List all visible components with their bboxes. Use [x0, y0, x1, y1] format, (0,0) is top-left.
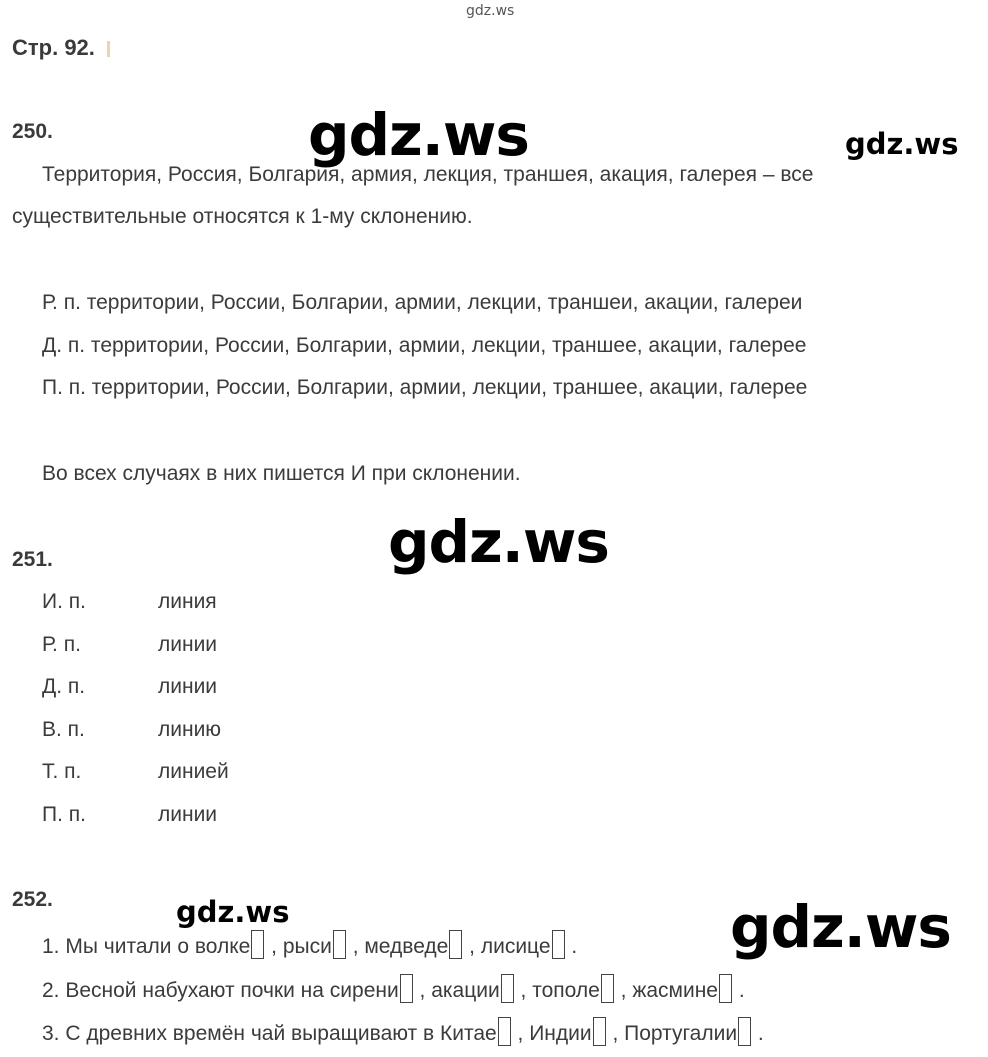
exercise-250-number: 250.: [12, 120, 53, 143]
case-label: Т. п.: [42, 760, 82, 783]
case-label: Д. п.: [42, 675, 86, 698]
exercise-250-line2: существительные относятся к 1-му склонению.: [12, 205, 473, 228]
sentence-text: .: [565, 935, 578, 958]
sentence-text: , лисице: [463, 935, 551, 958]
ending-box: [333, 930, 346, 959]
watermark-2: gdz.ws: [845, 127, 959, 161]
sentence-text: , медведе: [346, 935, 449, 958]
exercise-250-row-genitive: Р. п. территории, России, Болгарии, армии, лекции, траншеи, акации, галереи: [42, 291, 803, 314]
case-label: И. п.: [42, 590, 86, 613]
exercise-251-number: 251.: [12, 548, 53, 571]
ending-box: [501, 974, 514, 1003]
highlight-mark: [107, 41, 110, 57]
watermark-1: gdz.ws: [308, 101, 529, 169]
case-word: линии: [158, 675, 218, 698]
sentence-text: , жасмине: [614, 979, 718, 1002]
case-word: линии: [158, 633, 218, 656]
sentence-text: , Португалии: [606, 1022, 738, 1045]
watermark-5: gdz.ws: [730, 893, 951, 961]
exercise-252-number: 252.: [12, 888, 53, 911]
case-label: Р. п.: [42, 633, 81, 656]
sentence-text: 1. Мы читали о волке: [42, 935, 251, 958]
ending-box: [449, 930, 462, 959]
sentence-text: .: [733, 979, 745, 1002]
exercise-250-row-prepositional: П. п. территории, России, Болгарии, армии, лекции, траншее, акации, галерее: [42, 376, 808, 399]
case-word: линии: [158, 803, 218, 826]
sentence-text: , Индии: [511, 1022, 592, 1045]
ending-box: [498, 1017, 511, 1046]
ending-box: [738, 1017, 751, 1046]
watermark-4: gdz.ws: [176, 895, 290, 929]
watermark-top: gdz.ws: [466, 3, 515, 19]
page-header: [12, 35, 110, 61]
sentence-text: , рыси: [265, 935, 332, 958]
case-label: В. п.: [42, 718, 85, 741]
case-word: линией: [158, 760, 229, 783]
watermark-3: gdz.ws: [388, 508, 609, 576]
ending-box: [601, 974, 614, 1003]
exercise-250-line1: Территория, Россия, Болгария, армия, лекция, траншея, акация, галерея – все: [42, 163, 814, 186]
case-word: линия: [158, 590, 217, 613]
case-word: линию: [158, 718, 222, 741]
exercise-252-sentence-1: [42, 930, 577, 959]
sentence-text: 2. Весной набухают почки на сирени: [42, 979, 399, 1002]
ending-box: [251, 930, 264, 959]
sentence-text: , акации: [413, 979, 500, 1002]
ending-box: [552, 930, 565, 959]
sentence-text: .: [752, 1022, 764, 1045]
sentence-text: 3. С древних времён чай выращивают в Китае: [42, 1022, 497, 1045]
ending-box: [593, 1017, 606, 1046]
exercise-252-sentence-3: [42, 1017, 764, 1046]
exercise-252-sentence-2: [42, 974, 745, 1003]
case-label: П. п.: [42, 803, 86, 826]
exercise-250-conclusion: Во всех случаях в них пишется И при склонении.: [42, 462, 521, 485]
ending-box: [719, 974, 732, 1003]
sentence-text: , тополе: [514, 979, 600, 1002]
exercise-250-row-dative: Д. п. территории, России, Болгарии, армии, лекции, траншее, акации, галерее: [42, 334, 807, 357]
page-header-text: Стр. 92.: [12, 35, 95, 60]
ending-box: [400, 974, 413, 1003]
